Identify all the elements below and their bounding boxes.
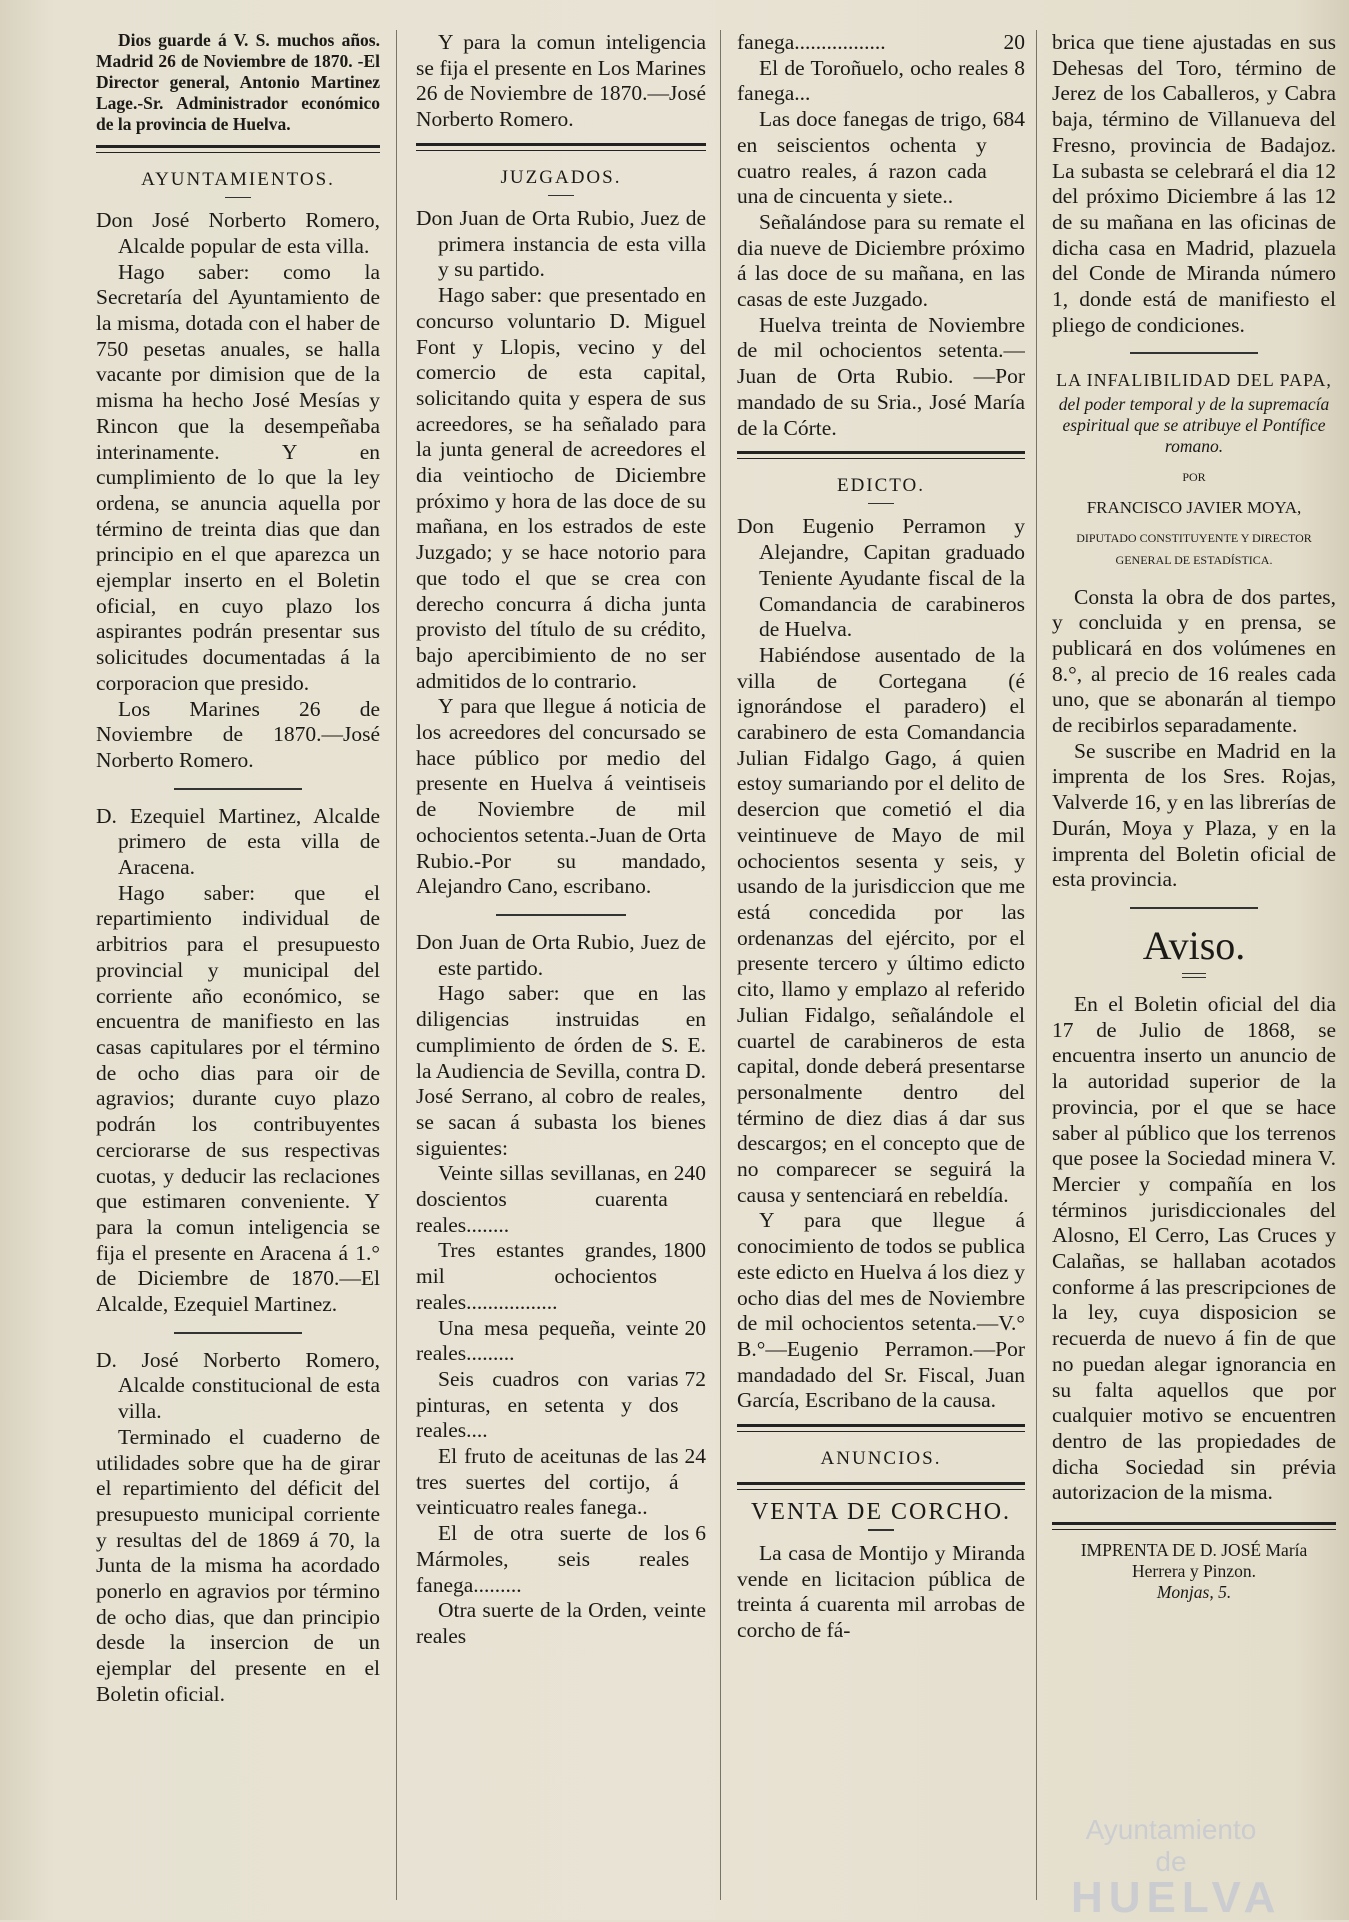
item-amount: 1800: [663, 1238, 706, 1263]
notice-heading: Don Eugenio Perramon y Alejandre, Capitan graduado Teniente Ayudante fiscal de la Comandancia de carabineros de Huelva.: [737, 514, 1025, 642]
book-author-role: DIPUTADO CONSTITUYENTE Y DIRECTOR GENERAL DE ESTADÍSTICA.: [1076, 530, 1312, 567]
aviso-heading: Aviso.: [1142, 922, 1246, 968]
notice-body: Habiéndose ausentado de la villa de Cortegana (é ignorándose el paradero) el carabinero de esta Comandancia Julian Fidalgo Gago, á quien estoy sumariando por el delito de desercion que cometió el dia veintinueve de Mayo de mil ochocientos sesenta y seis, y usando de la jurisdiccion que me está concedida por las ordenanzas del ejército, por el presente tercero y último edicto cito, llamo y emplazo al referido Julian Fidalgo, señalándole el cuartel de carabineros de esta capital, donde deberá presentarse personalmente dentro del término de diez dias á dar sus descargos; en el concepto que de no comparecer se seguirá la causa y sentenciará en rebeldía.: [737, 642, 1025, 1207]
notice-body: Señalándose para su remate el dia nueve de Diciembre próximo á las doce de su mañana, en las casas de este Juzgado.: [737, 209, 1025, 312]
column-3: [737, 30, 1025, 1900]
item-amount: 240: [673, 1161, 706, 1186]
item-text: El de otra suerte de los Mármoles, seis reales fanega.........: [416, 1521, 690, 1597]
notice-body: Hago saber: que presentado en concurso voluntario D. Miguel Font y Llopis, vecino y del comercio de esta capital, solicitando quita y espera de sus acreedores, se ha señalado para la junta general de acreedores el dia veintiocho de Diciembre próximo y hora de las doce de su mañana, en los estrados de este Juzgado; y se hace notorio para que todo el que se crea con derecho concurra á dicha junta provisto del título de su crédito, bajo apercibimiento de no ser admitidos de lo contrario.: [416, 283, 706, 693]
auction-item: [737, 30, 1025, 56]
notice-signature: Y para la comun inteligencia se fija el presente en Los Marines 26 de Noviembre de 1870.—José Norberto Romero.: [416, 30, 706, 132]
auction-item: [416, 1367, 706, 1444]
watermark-line1: Ayuntamiento de: [1085, 1814, 1257, 1877]
ad-heading-venta-corcho: VENTA DE CORCHO.: [750, 1498, 1012, 1525]
imprenta: IMPRENTA DE D. JOSÉ María Herrera y Pinzon.: [1080, 1540, 1308, 1582]
heading-dash: [868, 503, 894, 505]
column-rule: [396, 30, 397, 1900]
divider: [737, 1482, 1025, 1490]
divider: [737, 1424, 1025, 1432]
item-amount: 72: [684, 1366, 706, 1391]
heading-double-dash: [1182, 973, 1206, 978]
notice-body: Y para que llegue á conocimiento de todos se publica este edicto en Huelva á los diez y ocho dias del mes de Noviembre de mil ochocientos setenta.—V.° B.°—Eugenio Perramon.—Por mandadado del Sr. Fiscal, Juan García, Escribano de la causa.: [737, 1208, 1025, 1413]
divider: [96, 145, 380, 153]
heading-dash: [548, 195, 574, 197]
item-text: Las doce fanegas de trigo, en seiscientos ochenta y cuatro reales, á razon cada una de cincuenta y siete..: [737, 107, 987, 209]
auction-item: [416, 1238, 706, 1315]
book-title: LA INFALIBILIDAD DEL PAPA,: [1056, 370, 1332, 391]
divider: [1130, 907, 1258, 909]
auction-item: [416, 1444, 706, 1521]
heading-dash: [868, 1529, 894, 1531]
notice-heading: D. José Norberto Romero, Alcalde constitucional de esta villa.: [96, 1347, 380, 1424]
divider: [1130, 352, 1258, 354]
ad-body: La casa de Montijo y Miranda vende en licitacion pública de treinta á cuarenta mil arrobas de corcho de fá-: [737, 1540, 1025, 1643]
item-amount: 6: [695, 1521, 706, 1546]
auction-item: [416, 1161, 706, 1238]
divider: [737, 451, 1025, 459]
item-text: El fruto de aceitunas de las tres suertes del cortijo, á veinticuatro reales fanega..: [416, 1444, 679, 1520]
item-text: Seis cuadros con varias pinturas, en setenta y dos reales....: [416, 1366, 679, 1443]
section-heading-edicto: EDICTO.: [836, 475, 926, 497]
imprenta-address: Monjas, 5.: [1156, 1582, 1232, 1603]
divider: [1052, 1522, 1336, 1530]
column-4: [1052, 30, 1336, 1900]
column-rule: [1036, 30, 1037, 1900]
item-text: El de Toroñuelo, ocho reales fanega...: [737, 55, 1009, 106]
watermark-logo: [1071, 1814, 1282, 1922]
book-por: POR: [1182, 470, 1206, 485]
item-amount: 20: [1003, 30, 1025, 54]
item-amount: 20: [684, 1315, 706, 1340]
closing-paragraph: Dios guarde á V. S. muchos años. Madrid 26 de Noviembre de 1870. -El Director general, Antonio Martinez Lage.-Sr. Administrador económico de la provincia de Huelva.: [96, 30, 380, 134]
section-heading-anuncios: ANUNCIOS.: [820, 1448, 942, 1470]
heading-dash: [225, 197, 251, 199]
auction-item: [416, 1521, 706, 1598]
notice-body: Hago saber: como la Secretaría del Ayuntamiento de la misma, dotada con el haber de 750 pesetas anuales, se halla vacante por dimision que de la misma ha hecho José Mesías y Rincon que la desempeñaba interinamente. Y en cumplimiento de lo que la ley ordena, se anuncia aquella por término de treinta dias que dan principio en el que aparezca un ejemplar inserto en el Boletin oficial, en cuyo plazo los aspirantes podrán presentar sus solicitudes documentadas á la corporacion que presido.: [96, 259, 380, 695]
ad-body: brica que tiene ajustadas en sus Dehesas del Toro, término de Jerez de los Caballeros, y Cabra baja, término de Villanueva del Fresno, provincia de Badajoz. La subasta se celebrará el dia 12 del próximo Diciembre á las 12 de su mañana en las oficinas de dicha casa en Madrid, plazuela del Conde de Miranda número 1, donde está de manifiesto el pliego de condiciones.: [1052, 30, 1336, 337]
section-heading-ayuntamientos: AYUNTAMIENTOS.: [141, 169, 335, 190]
auction-item: [737, 107, 1025, 210]
notice-heading: Don Juan de Orta Rubio, Juez de este partido.: [416, 930, 706, 980]
item-text: Tres estantes grandes, mil ochocientos reales.................: [416, 1238, 657, 1314]
notice-body: Y para que llegue á noticia de los acreedores del concursado se hace público por medio del presente en Huelva á veintiseis de Noviembre de mil ochocientos setenta.-Juan de Orta Rubio.-Por su mandado, Alejandro Cano, escribano.: [416, 694, 706, 899]
notice-heading: Don José Norberto Romero, Alcalde popular de esta villa.: [96, 208, 380, 258]
book-author: FRANCISCO JAVIER MOYA,: [1086, 497, 1302, 517]
divider: [496, 914, 627, 916]
divider: [416, 143, 706, 151]
item-amount: 684: [992, 107, 1025, 132]
item-amount: 24: [684, 1444, 706, 1469]
notice-body: Hago saber: que en las diligencias instruidas en cumplimiento de órden de S. E. la Audiencia de Sevilla, contra D. José Serrano, al cobro de reales, se sacan á subasta los bienes siguientes:: [416, 981, 706, 1160]
divider: [174, 788, 302, 790]
auction-item: [737, 56, 1025, 107]
aviso-body: En el Boletin oficial del dia 17 de Julio de 1868, se encuentra inserto un anuncio de la autoridad superior de la provincia, por el que se hace saber al público que los terrenos que posee la Sociedad minera V. Mercier y compañía en los términos jurisdiccionales del Alosno, El Cerro, Las Cruces y Calañas, se hallaban acotados conforme á las prescripciones de la ley, cuya disposicion se recuerda de nuevo á fin de que no puedan alegar ignorancia en su falta aquellos que por cualquier motivo se encuentren dentro de las propiedades de dicha Sociedad sin prévia autorizacion de la misma.: [1052, 991, 1336, 1505]
notice-signature: Huelva treinta de Noviembre de mil ochocientos setenta.—Juan de Orta Rubio. —Por mandado de su Sria., José María de la Córte.: [737, 312, 1025, 440]
notice-signature: Los Marines 26 de Noviembre de 1870.—José Norberto Romero.: [96, 696, 380, 772]
book-subtitle: del poder temporal y de la supremacía espiritual que se atribuye el Pontífice romano.: [1058, 394, 1330, 457]
notice-heading: D. Ezequiel Martinez, Alcalde primero de esta villa de Aracena.: [96, 803, 380, 880]
section-heading-juzgados: JUZGADOS.: [500, 166, 622, 188]
item-amount: 8: [1014, 55, 1025, 80]
column-2: [416, 30, 706, 1900]
auction-item: [416, 1316, 706, 1367]
watermark-line2: HUELVA: [1071, 1873, 1282, 1922]
notice-body: Terminado el cuaderno de utilidades sobre que ha de girar el repartimiento del déficit del presupuesto municipal corriente y resultas del de 1869 á 70, la Junta de la misma ha acordado ponerlo en agravios por término de ocho dias, que dan principio desde la insercion de un ejemplar del presente en el Boletin oficial.: [96, 1424, 380, 1706]
divider: [174, 1332, 302, 1334]
notice-heading: Don Juan de Orta Rubio, Juez de primera instancia de esta villa y su partido.: [416, 206, 706, 282]
item-text: Veinte sillas sevillanas, en doscientos cuarenta reales........: [416, 1161, 668, 1237]
book-body: Se suscribe en Madrid en la imprenta de los Sres. Rojas, Valverde 16, y en las librerías de Durán, Moya y Plaza, y en la imprenta del Boletin oficial de esta provincia.: [1052, 738, 1336, 892]
item-text: Una mesa pequeña, veinte reales.........: [416, 1315, 679, 1366]
item-text: Otra suerte de la Orden, veinte reales: [416, 1598, 706, 1648]
column-rule: [720, 30, 721, 1900]
book-body: Consta la obra de dos partes, y concluida y en prensa, se publicará en dos volúmenes en 8.°, al precio de 16 reales cada uno, que se abonarán al tiempo de recibirlos separadamente.: [1052, 584, 1336, 738]
item-text: fanega.................: [737, 30, 886, 54]
column-1: [96, 30, 380, 1900]
notice-body: Hago saber: que el repartimiento individual de arbitrios para el presupuesto provincial y municipal del corriente año económico, se encuentra de manifiesto en las casas capitulares por el término de ocho dias para oir de agravios; durante cuyo plazo podrán los contribuyentes cerciorarse de sus respectivas cuotas, y deducir las reclaciones que estimaren conveniente. Y para la comun inteligencia se fija el presente en Aracena á 1.° de Diciembre de 1870.—El Alcalde, Ezequiel Martinez.: [96, 880, 380, 1317]
